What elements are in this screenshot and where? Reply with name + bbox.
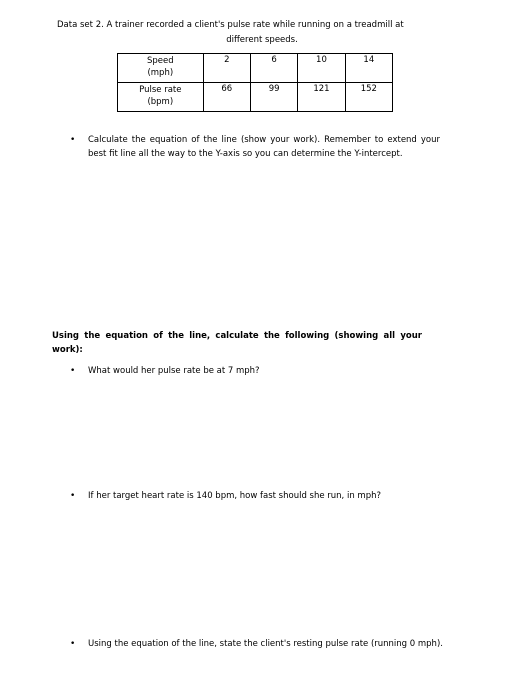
section-heading: Using the equation of the line, calculate the following (showing all your work): [52, 331, 422, 355]
table-row-pulse [118, 83, 393, 112]
table-cell: 2 [203, 54, 250, 83]
question-text: If her target heart rate is 140 bpm, how fast should she run, in mph? [88, 491, 381, 501]
question-pulse-at-7mph [70, 364, 448, 378]
question-equation [70, 133, 440, 161]
table-row-header [118, 83, 204, 112]
table-cell: 66 [203, 83, 250, 112]
pulse-unit: (bpm) [147, 97, 174, 107]
table-cell: 6 [250, 54, 297, 83]
question-text: What would her pulse rate be at 7 mph? [88, 366, 260, 376]
question-resting-pulse [70, 637, 460, 651]
question-target-speed [70, 489, 448, 503]
intro-line-1: Data set 2. A trainer recorded a client's pulse rate while running on a treadmill at [57, 20, 404, 30]
bullet-icon: • [70, 366, 76, 376]
table-cell: 99 [250, 83, 297, 112]
table-row-header [118, 54, 204, 83]
data-table [117, 53, 393, 112]
pulse-label: Pulse rate [139, 85, 182, 95]
bullet-icon: • [70, 135, 76, 145]
bullet-icon: • [70, 639, 76, 649]
intro-text [57, 18, 467, 48]
question-text: Calculate the equation of the line (show your work). Remember to extend your best fit line all the way to the Y-axis so you can determine the Y-intercept. [88, 135, 440, 159]
question-text: Using the equation of the line, state the client's resting pulse rate (running 0 mph). [88, 639, 443, 649]
speed-label: Speed [146, 56, 174, 66]
intro-line-2: different speeds. [226, 35, 298, 45]
table-row-speed [118, 54, 393, 83]
bullet-icon: • [70, 491, 76, 501]
table-cell: 152 [345, 83, 392, 112]
table-cell: 10 [298, 54, 345, 83]
table-cell: 121 [298, 83, 345, 112]
speed-unit: (mph) [147, 68, 174, 78]
table-cell: 14 [345, 54, 392, 83]
